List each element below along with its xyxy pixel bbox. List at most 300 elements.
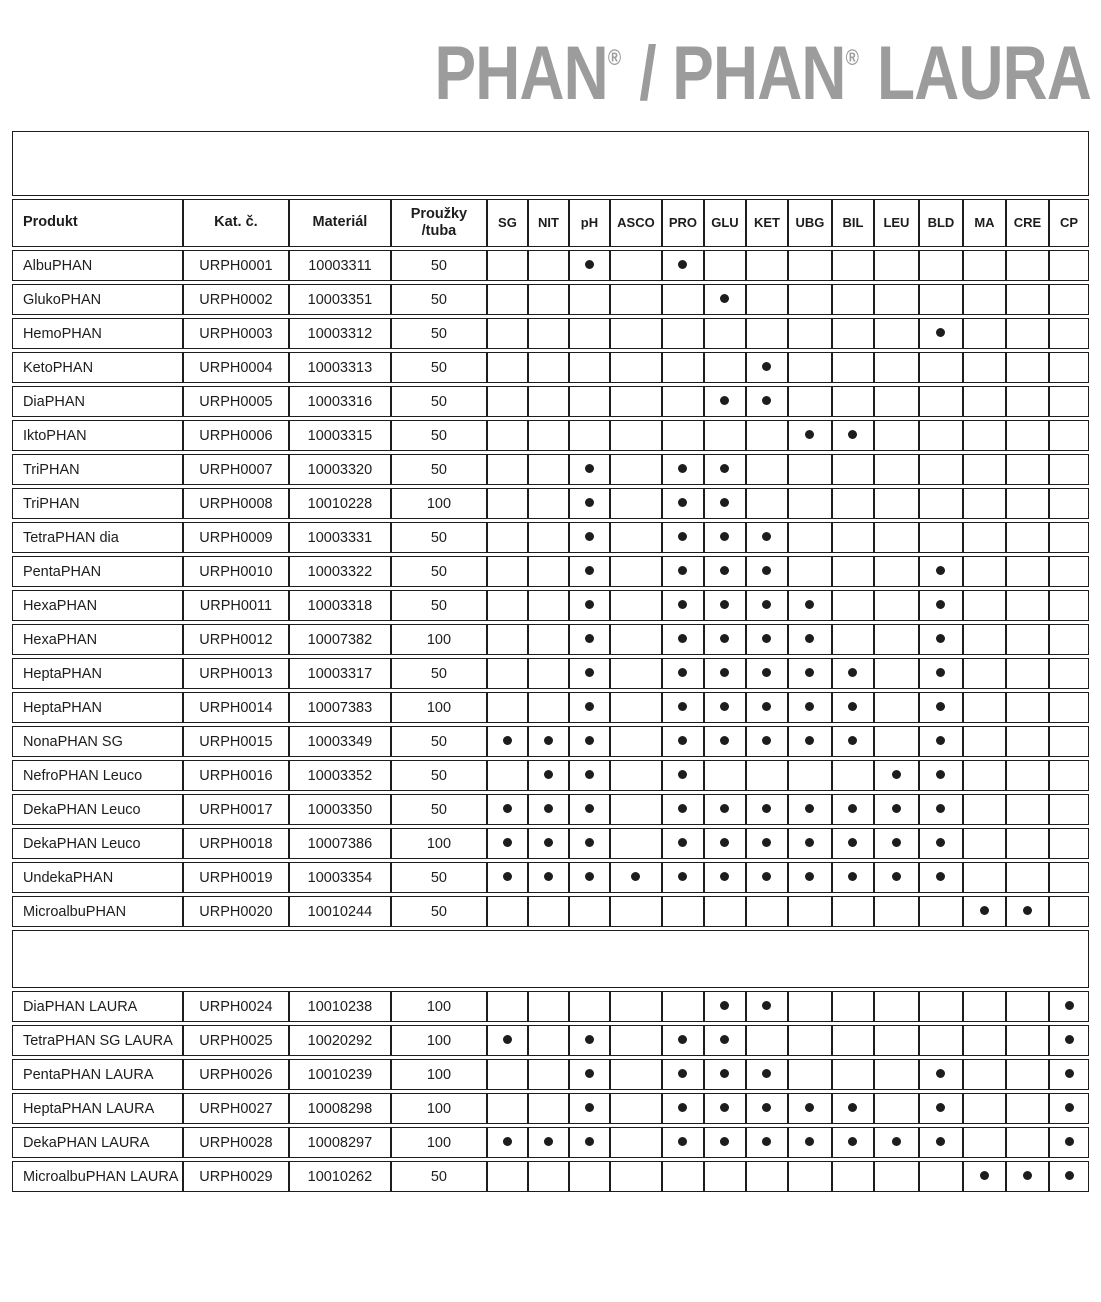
param-cell-nit [528,1025,569,1056]
param-cell-nit [528,1127,569,1158]
param-cell-cp [1049,1025,1089,1056]
header-param-leu: LEU [874,199,919,247]
param-cell-bil [832,590,874,621]
param-cell-bil [832,726,874,757]
param-cell-bil [832,488,874,519]
param-cell-asco [610,1059,662,1090]
param-cell-ma [963,1059,1006,1090]
param-cell-bld [919,420,963,451]
presence-dot [762,1001,771,1010]
catalog-number-cell: URPH0027 [183,1093,289,1124]
product-cell: DekaPHAN Leuco [12,828,183,859]
section-banner [12,131,1089,196]
param-cell-glu [704,352,746,383]
presence-dot [678,634,687,643]
param-cell-cre [1006,1093,1049,1124]
param-cell-cp [1049,1093,1089,1124]
param-cell-ma [963,1127,1006,1158]
param-cell-glu [704,556,746,587]
column-header-row [12,199,1089,247]
param-cell-ubg [788,284,832,315]
product-table [12,128,1089,1195]
presence-dot [585,770,594,779]
param-cell-ph [569,488,610,519]
presence-dot [678,668,687,677]
param-cell-nit [528,352,569,383]
presence-dot [936,838,945,847]
product-cell: TriPHAN [12,454,183,485]
product-cell: HeptaPHAN [12,692,183,723]
param-cell-glu [704,250,746,281]
param-cell-ma [963,590,1006,621]
param-cell-cre [1006,1161,1049,1192]
presence-dot [503,736,512,745]
param-cell-cre [1006,794,1049,825]
param-cell-nit [528,862,569,893]
param-cell-ubg [788,896,832,927]
presence-dot [503,1137,512,1146]
param-cell-ph [569,828,610,859]
param-cell-bld [919,862,963,893]
param-cell-ma [963,692,1006,723]
presence-dot [585,532,594,541]
param-cell-ma [963,386,1006,417]
param-cell-ma [963,624,1006,655]
param-cell-bld [919,1093,963,1124]
param-cell-cp [1049,522,1089,553]
catalog-number-cell: URPH0013 [183,658,289,689]
material-number-cell: 10010239 [289,1059,391,1090]
param-cell-asco [610,794,662,825]
table-row [12,352,1089,383]
param-cell-bil [832,692,874,723]
presence-dot [936,1069,945,1078]
param-cell-pro [662,1025,704,1056]
param-cell-bld [919,624,963,655]
param-cell-ma [963,318,1006,349]
presence-dot [720,702,729,711]
presence-dot [762,668,771,677]
presence-dot [848,872,857,881]
param-cell-pro [662,828,704,859]
param-cell-ph [569,556,610,587]
param-cell-nit [528,726,569,757]
param-cell-sg [487,896,528,927]
param-cell-sg [487,658,528,689]
presence-dot [936,1137,945,1146]
param-cell-pro [662,896,704,927]
presence-dot [720,838,729,847]
param-cell-sg [487,386,528,417]
param-cell-asco [610,896,662,927]
param-cell-pro [662,760,704,791]
presence-dot [678,872,687,881]
presence-dot [762,532,771,541]
param-cell-nit [528,658,569,689]
param-cell-leu [874,386,919,417]
title-part: LAURA [860,31,1091,116]
param-cell-sg [487,250,528,281]
title-part: / PHAN [622,31,846,116]
presence-dot [848,838,857,847]
presence-dot [585,1137,594,1146]
param-cell-cre [1006,692,1049,723]
catalog-number-cell: URPH0019 [183,862,289,893]
param-cell-asco [610,1093,662,1124]
param-cell-pro [662,658,704,689]
param-cell-cre [1006,828,1049,859]
product-cell: AlbuPHAN [12,250,183,281]
presence-dot [585,1035,594,1044]
presence-dot [805,668,814,677]
param-cell-bld [919,828,963,859]
catalog-number-cell: URPH0020 [183,896,289,927]
param-cell-ket [746,1093,788,1124]
param-cell-ubg [788,726,832,757]
strips-per-tube-cell: 50 [391,284,487,315]
param-cell-ubg [788,1161,832,1192]
param-cell-nit [528,760,569,791]
product-cell: HeptaPHAN [12,658,183,689]
param-cell-sg [487,991,528,1022]
param-cell-ma [963,522,1006,553]
presence-dot [936,600,945,609]
param-cell-sg [487,284,528,315]
presence-dot [585,702,594,711]
presence-dot [762,634,771,643]
param-cell-ubg [788,454,832,485]
param-cell-glu [704,624,746,655]
material-number-cell: 10008297 [289,1127,391,1158]
param-cell-bld [919,760,963,791]
catalog-number-cell: URPH0009 [183,522,289,553]
presence-dot [1023,906,1032,915]
param-cell-cre [1006,991,1049,1022]
param-cell-ph [569,862,610,893]
section-banner-row [12,930,1089,988]
table-row [12,1025,1089,1056]
presence-dot [1065,1103,1074,1112]
presence-dot [936,804,945,813]
presence-dot [678,736,687,745]
param-cell-bld [919,1059,963,1090]
table-row [12,692,1089,723]
param-cell-leu [874,1025,919,1056]
product-cell: PentaPHAN [12,556,183,587]
material-number-cell: 10003320 [289,454,391,485]
param-cell-glu [704,1127,746,1158]
param-cell-pro [662,352,704,383]
product-cell: HexaPHAN [12,590,183,621]
presence-dot [848,1103,857,1112]
param-cell-asco [610,726,662,757]
param-cell-glu [704,760,746,791]
param-cell-bld [919,454,963,485]
presence-dot [631,872,640,881]
param-cell-bil [832,522,874,553]
table-row [12,522,1089,553]
presence-dot [892,872,901,881]
param-cell-bld [919,692,963,723]
param-cell-ket [746,386,788,417]
presence-dot [720,1035,729,1044]
param-cell-ket [746,862,788,893]
param-cell-ma [963,991,1006,1022]
presence-dot [678,464,687,473]
strips-per-tube-cell: 50 [391,760,487,791]
param-cell-cp [1049,420,1089,451]
catalog-number-cell: URPH0026 [183,1059,289,1090]
param-cell-ubg [788,1025,832,1056]
param-cell-ubg [788,522,832,553]
param-cell-cp [1049,760,1089,791]
param-cell-pro [662,1127,704,1158]
table-row [12,624,1089,655]
product-cell: HeptaPHAN LAURA [12,1093,183,1124]
catalog-number-cell: URPH0010 [183,556,289,587]
param-cell-bil [832,1127,874,1158]
presence-dot [678,702,687,711]
strips-per-tube-cell: 100 [391,624,487,655]
strips-per-tube-cell: 50 [391,590,487,621]
param-cell-asco [610,991,662,1022]
param-cell-cre [1006,250,1049,281]
strips-per-tube-cell: 100 [391,488,487,519]
header-material: Materiál [289,199,391,247]
presence-dot [720,498,729,507]
presence-dot [848,804,857,813]
presence-dot [585,566,594,575]
param-cell-asco [610,828,662,859]
param-cell-ket [746,624,788,655]
title-part: PHAN [434,31,608,116]
table-row [12,896,1089,927]
param-cell-cp [1049,352,1089,383]
strips-per-tube-cell: 50 [391,556,487,587]
param-cell-ph [569,658,610,689]
product-cell: IktoPHAN [12,420,183,451]
param-cell-pro [662,556,704,587]
param-cell-glu [704,1059,746,1090]
strips-per-tube-cell: 100 [391,828,487,859]
param-cell-ma [963,896,1006,927]
param-cell-glu [704,862,746,893]
param-cell-cp [1049,1127,1089,1158]
presence-dot [720,566,729,575]
param-cell-ket [746,454,788,485]
param-cell-cp [1049,991,1089,1022]
param-cell-asco [610,692,662,723]
param-cell-leu [874,862,919,893]
param-cell-bld [919,318,963,349]
presence-dot [1065,1171,1074,1180]
product-cell: DekaPHAN Leuco [12,794,183,825]
strips-per-tube-cell: 100 [391,991,487,1022]
param-cell-asco [610,862,662,893]
param-cell-bil [832,250,874,281]
param-cell-bld [919,522,963,553]
catalog-number-cell: URPH0028 [183,1127,289,1158]
param-cell-glu [704,1161,746,1192]
param-cell-pro [662,1059,704,1090]
param-cell-bld [919,590,963,621]
param-cell-bld [919,658,963,689]
param-cell-sg [487,862,528,893]
param-cell-ubg [788,991,832,1022]
param-cell-cp [1049,488,1089,519]
table-row [12,658,1089,689]
product-cell: PentaPHAN LAURA [12,1059,183,1090]
param-cell-leu [874,828,919,859]
param-cell-leu [874,284,919,315]
presence-dot [936,328,945,337]
table-row [12,454,1089,485]
param-cell-bil [832,1059,874,1090]
material-number-cell: 10003351 [289,284,391,315]
table-row [12,420,1089,451]
catalog-number-cell: URPH0029 [183,1161,289,1192]
param-cell-cre [1006,488,1049,519]
param-cell-cre [1006,284,1049,315]
header-param-ubg: UBG [788,199,832,247]
param-cell-ma [963,828,1006,859]
presence-dot [848,668,857,677]
presence-dot [720,294,729,303]
param-cell-cp [1049,250,1089,281]
presence-dot [678,498,687,507]
param-cell-pro [662,726,704,757]
presence-dot [936,634,945,643]
param-cell-nit [528,828,569,859]
param-cell-ubg [788,488,832,519]
presence-dot [585,1103,594,1112]
table-row [12,284,1089,315]
table-row [12,556,1089,587]
presence-dot [720,1069,729,1078]
param-cell-ma [963,556,1006,587]
product-cell: DekaPHAN LAURA [12,1127,183,1158]
presence-dot [1065,1137,1074,1146]
param-cell-sg [487,794,528,825]
param-cell-asco [610,658,662,689]
param-cell-leu [874,352,919,383]
param-cell-ket [746,1161,788,1192]
presence-dot [805,600,814,609]
presence-dot [892,1137,901,1146]
param-cell-ma [963,1093,1006,1124]
presence-dot [720,634,729,643]
param-cell-cp [1049,726,1089,757]
presence-dot [1065,1001,1074,1010]
section-banner-row [12,131,1089,196]
table-row [12,1093,1089,1124]
header-param-glu: GLU [704,199,746,247]
strips-per-tube-cell: 100 [391,1127,487,1158]
param-cell-ph [569,794,610,825]
param-cell-cre [1006,726,1049,757]
param-cell-sg [487,1059,528,1090]
param-cell-asco [610,624,662,655]
strips-per-tube-cell: 50 [391,386,487,417]
param-cell-ubg [788,794,832,825]
param-cell-cre [1006,862,1049,893]
param-cell-pro [662,1161,704,1192]
presence-dot [544,1137,553,1146]
param-cell-ph [569,454,610,485]
param-cell-sg [487,726,528,757]
param-cell-pro [662,454,704,485]
param-cell-cre [1006,1025,1049,1056]
param-cell-cp [1049,794,1089,825]
param-cell-leu [874,1127,919,1158]
param-cell-cre [1006,556,1049,587]
table-row [12,794,1089,825]
material-number-cell: 10010238 [289,991,391,1022]
param-cell-sg [487,828,528,859]
presence-dot [544,804,553,813]
table-row [12,1127,1089,1158]
product-cell: GlukoPHAN [12,284,183,315]
presence-dot [678,260,687,269]
param-cell-ph [569,1161,610,1192]
param-cell-nit [528,590,569,621]
catalog-number-cell: URPH0024 [183,991,289,1022]
table-row [12,1161,1089,1192]
param-cell-leu [874,794,919,825]
header-param-bil: BIL [832,199,874,247]
param-cell-leu [874,556,919,587]
material-number-cell: 10003331 [289,522,391,553]
param-cell-nit [528,284,569,315]
presence-dot [762,362,771,371]
presence-dot [720,396,729,405]
param-cell-bld [919,488,963,519]
catalog-number-cell: URPH0007 [183,454,289,485]
param-cell-sg [487,692,528,723]
presence-dot [848,736,857,745]
param-cell-cp [1049,454,1089,485]
product-cell: NonaPHAN SG [12,726,183,757]
param-cell-glu [704,386,746,417]
presence-dot [1065,1035,1074,1044]
param-cell-bil [832,794,874,825]
strips-per-tube-cell: 50 [391,318,487,349]
header-param-ma: MA [963,199,1006,247]
param-cell-glu [704,454,746,485]
param-cell-leu [874,692,919,723]
product-cell: KetoPHAN [12,352,183,383]
param-cell-bil [832,1025,874,1056]
param-cell-leu [874,318,919,349]
strips-per-tube-cell: 50 [391,522,487,553]
presence-dot [936,770,945,779]
param-cell-ph [569,760,610,791]
presence-dot [720,1103,729,1112]
product-cell: DiaPHAN [12,386,183,417]
presence-dot [544,838,553,847]
param-cell-cre [1006,896,1049,927]
header-param-pro: PRO [662,199,704,247]
param-cell-glu [704,794,746,825]
param-cell-cre [1006,760,1049,791]
param-cell-cp [1049,862,1089,893]
header-param-bld: BLD [919,199,963,247]
presence-dot [936,872,945,881]
param-cell-sg [487,1093,528,1124]
presence-dot [805,872,814,881]
param-cell-bil [832,1093,874,1124]
param-cell-asco [610,386,662,417]
